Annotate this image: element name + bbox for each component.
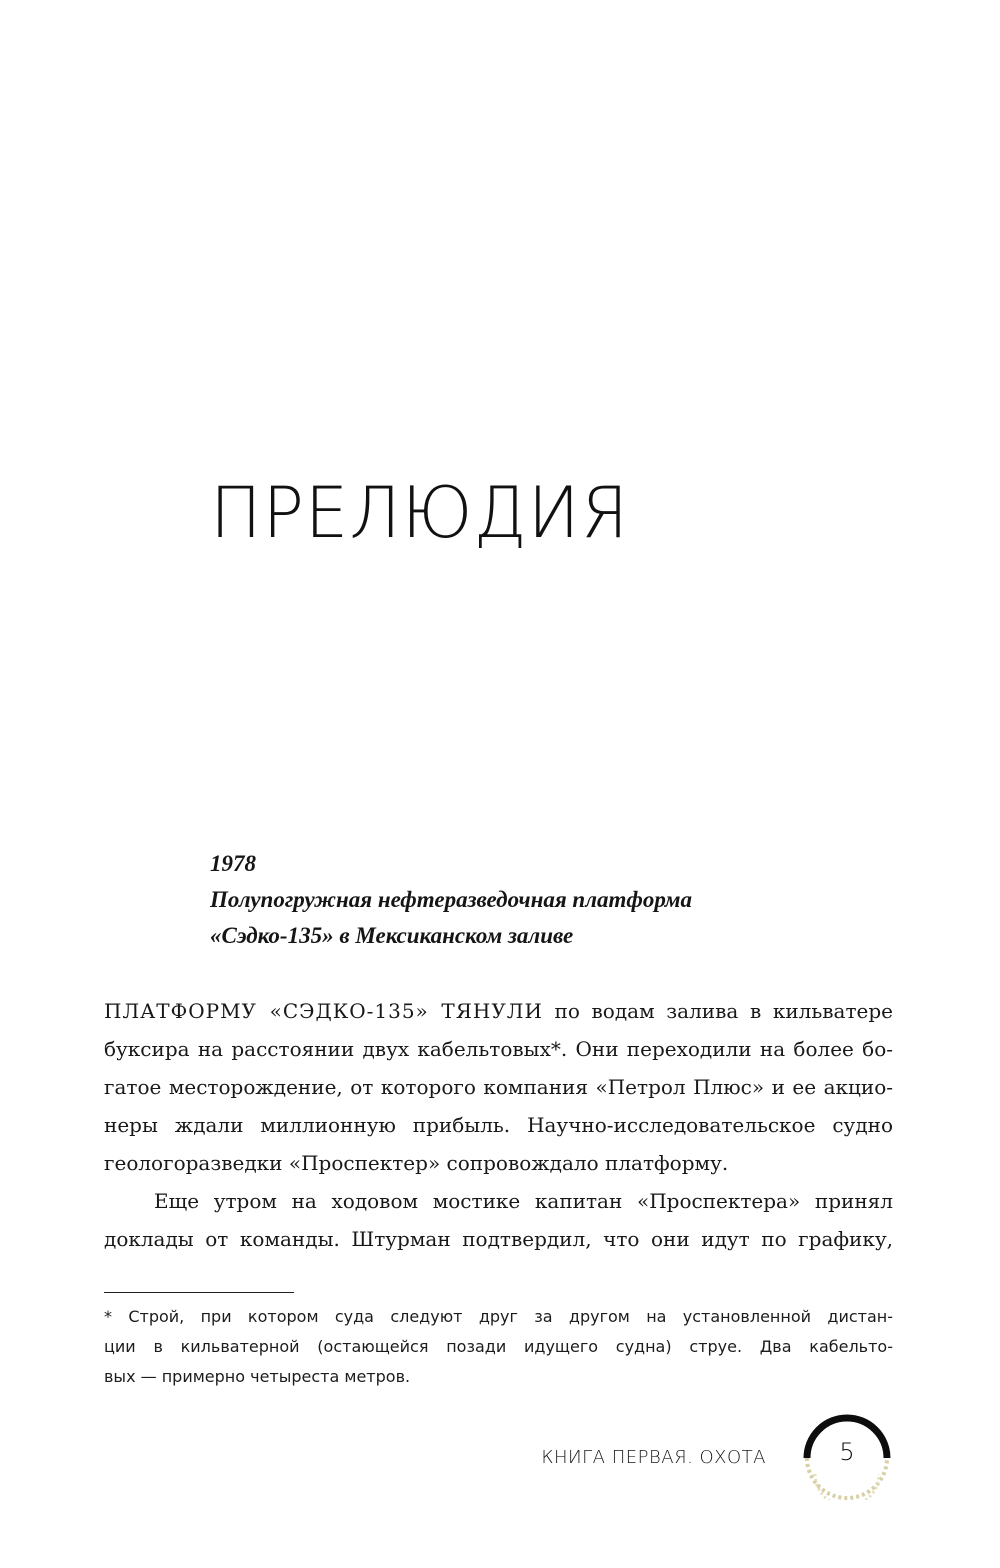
footnote-line: вых — примерно четыреста метров. [104,1367,411,1386]
epigraph-year: 1978 [210,851,256,876]
epigraph-line-1: Полупогружная нефтеразведочная платформа [210,887,692,912]
body-line: гатое месторождение, от которого компания «Петрол Плюс» и ее акцио- [104,1075,893,1099]
footnote-line: ции в кильватерной (остающейся позади идущего судна) струе. Два кабельто- [104,1337,893,1356]
body-line: неры ждали миллионную прибыль. Научно-исследовательское судно [104,1113,893,1137]
page-number: 5 [839,1438,855,1466]
body-line [104,992,893,1030]
epigraph-line-2: «Сэдко-135» в Мексиканском заливе [210,923,574,948]
footnote [104,1302,893,1392]
body-lead-in: ПЛАТФОРМУ «СЭДКО-135» ТЯНУЛИ [104,999,543,1023]
body-line: доклады от команды. Штурман подтвердил, что они идут по графику, [104,1227,893,1251]
chapter-title: ПРЕЛЮДИЯ [210,472,630,554]
body-line: Еще утром на ходовом мостике капитан «Проспектера» принял [154,1189,893,1213]
body-line: буксира на расстоянии двух кабельтовых*. Они переходили на более бо- [104,1037,893,1061]
running-footer-title: КНИГА ПЕРВАЯ. ОХОТА [541,1447,766,1468]
footnote-line: * Строй, при котором суда следуют друг за другом на установленной дистан- [104,1307,893,1326]
footnote-divider [104,1292,294,1293]
epigraph [210,846,910,954]
page-number-badge [801,1408,893,1500]
body-text [104,992,893,1258]
body-line: геологоразведки «Проспектер» сопровождало платформу. [104,1151,729,1175]
body-line-rest: по водам залива в кильватере [542,999,893,1023]
